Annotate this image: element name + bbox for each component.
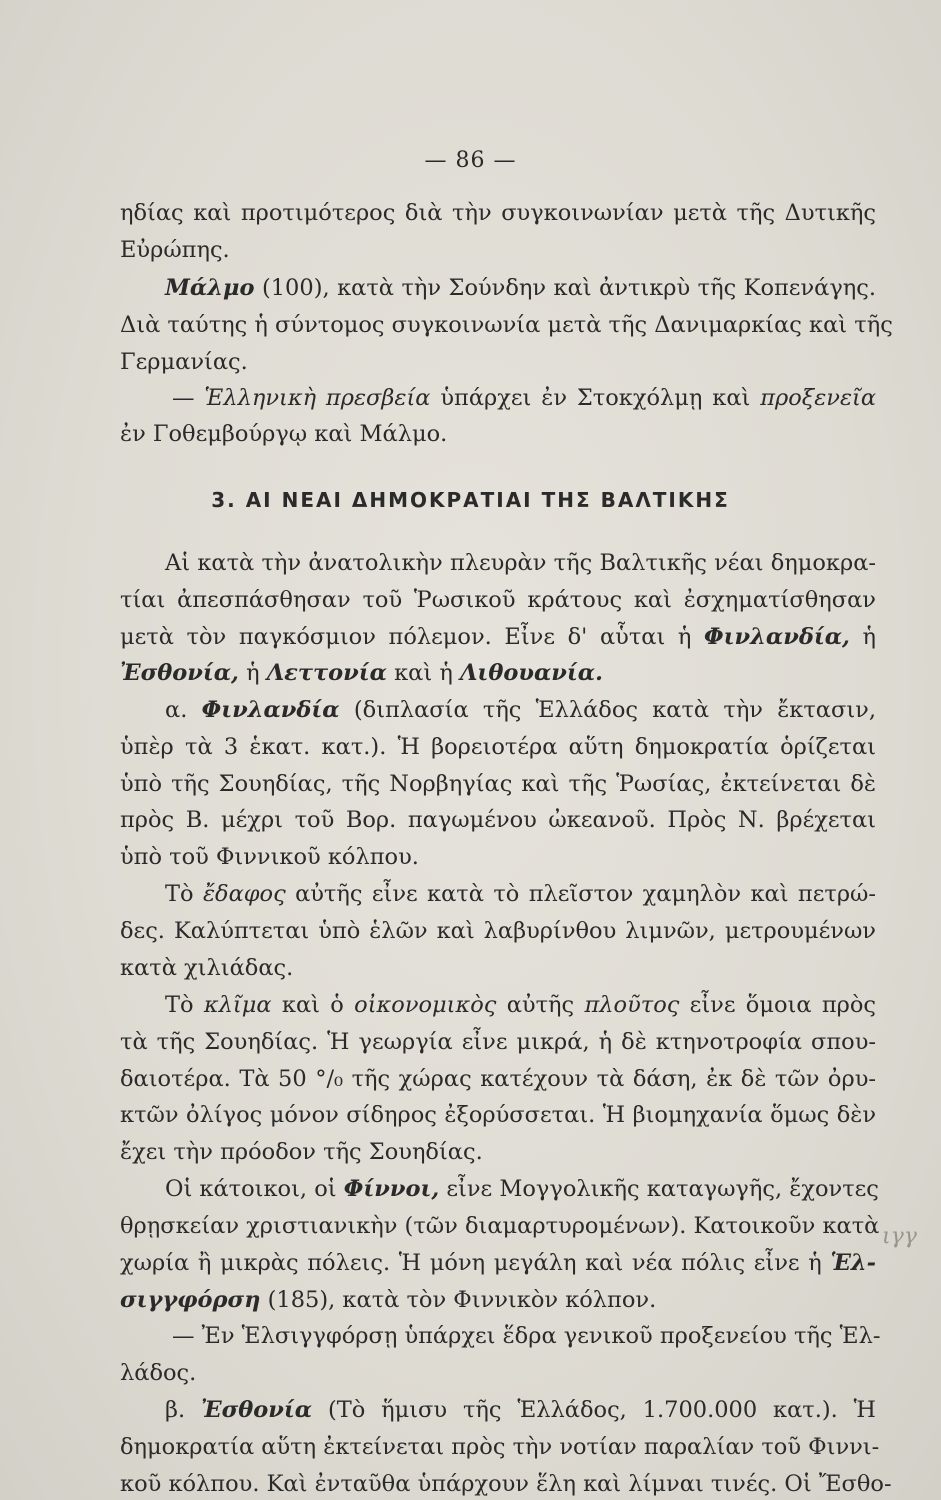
text-line: τὰ τῆς Σουηδίας. Ἡ γεωργία εἶνε μικρά, ἡ δὲ κτηνοτροφία σπου- (120, 1029, 876, 1055)
text-line: ἐν Γοθεμβούργῳ καὶ Μάλμο. (120, 421, 448, 447)
text-line: θρῃσκείαν χριστιανικὴν (τῶν διαμαρτυρομένων). Κατοικοῦν κατὰ (120, 1213, 880, 1239)
text-line: σιγγφόρση (185), κατὰ τὸν Φιννικὸν κόλπον. (120, 1287, 657, 1313)
text-line: λάδος. (120, 1360, 197, 1386)
term-climate: κλῖμα (203, 992, 272, 1018)
term-helsinki-1: Ἑλ- (830, 1250, 877, 1276)
text-line: Διὰ ταύτης ἡ σύντομος συγκοινωνία μετὰ τῆς Δανιμαρκίας καὶ τῆς (120, 312, 893, 338)
term-finland: Φινλανδία, (704, 624, 850, 650)
term-estonia: Ἐσθονία, (120, 660, 239, 686)
term-ground: ἔδαφος (202, 881, 286, 907)
text-line: δες. Καλύπτεται ὑπὸ ἑλῶν καὶ λαβυρίνθου λιμνῶν, μετρουμένων (120, 918, 876, 944)
text-line: α. Φινλανδία (διπλασία τῆς Ἑλλάδος κατὰ τὴν ἔκτασιν, (165, 697, 877, 723)
text-line: ὑπὸ τοῦ Φιννικοῦ κόλπου. (120, 844, 419, 870)
term-malmo: Μάλμο (165, 275, 255, 301)
text-line: — Ἑλληνικὴ πρεσβεία ὑπάρχει ἐν Στοκχόλμῃ καὶ προξενεῖα (172, 385, 877, 411)
text-line: κτῶν ὀλίγος μόνον σίδηρος ἐξορύσσεται. Ἡ βιομηχανία ὅμως δὲν (120, 1102, 876, 1128)
text-line: ηδίας καὶ προτιμότερος διὰ τὴν συγκοινωνίαν μετὰ τῆς Δυτικῆς (120, 200, 876, 226)
text-line: Εὐρώπης. (120, 237, 230, 263)
page-number: — 86 — (424, 148, 517, 173)
term-economic: οἰκονομικὸς (354, 992, 497, 1018)
text-line: Τὸ ἔδαφος αὐτῆς εἶνε κατὰ τὸ πλεῖστον χαμηλὸν καὶ πετρώ- (165, 881, 876, 907)
term-helsinki-2: σιγγφόρση (120, 1287, 261, 1313)
text-line: ὑπὸ τῆς Σουηδίας, τῆς Νορβηγίας καὶ τῆς Ῥωσίας, ἐκτείνεται δὲ (120, 771, 876, 797)
text-line: πρὸς Β. μέχρι τοῦ Βορ. παγωμένου ὠκεανοῦ. Πρὸς Ν. βρέχεται (120, 807, 876, 833)
text-line: Γερμανίας. (120, 349, 248, 375)
text-line: τίαι ἀπεσπάσθησαν τοῦ Ῥωσικοῦ κράτους καὶ ἐσχηματίσθησαν (120, 587, 876, 613)
text-line: δημοκρατία αὕτη ἐκτείνεται πρὸς τὴν νοτίαν παραλίαν τοῦ Φιννι- (120, 1434, 880, 1460)
term-consulate: προξενεῖα (760, 385, 877, 411)
text-line: ἔχει τὴν πρόοδον τῆς Σουηδίας. (120, 1139, 483, 1165)
term-embassy: Ἑλληνικὴ πρεσβεία (204, 385, 431, 411)
text-line: μετὰ τὸν παγκόσμιον πόλεμον. Εἶνε δ' αὗται ἡ Φινλανδία, ἡ (120, 624, 876, 650)
text-line: ὑπὲρ τὰ 3 ἑκατ. κατ.). Ἡ βορειοτέρα αὕτη δημοκρατία ὁρίζεται (120, 734, 876, 760)
text-line: β. Ἐσθονία (Τὸ ἥμισυ τῆς Ἑλλάδος, 1.700.000 κατ.). Ἡ (165, 1397, 876, 1423)
text-line: Οἱ κάτοικοι, οἱ Φίννοι, εἶνε Μογγολικῆς καταγωγῆς, ἔχοντες (165, 1176, 879, 1202)
text-line: Τὸ κλῖμα καὶ ὁ οἰκονομικὸς αὐτῆς πλοῦτος εἶνε ὅμοια πρὸς (165, 992, 877, 1018)
text-line: κοῦ κόλπου. Καὶ ἐνταῦθα ὑπάρχουν ἕλη καὶ λίμναι τινές. Οἱ Ἔσθο- (120, 1471, 892, 1497)
term-finland-sub: Φινλανδία (201, 697, 340, 723)
margin-handwriting: ιγγ (882, 1224, 917, 1249)
term-estonia-sub: Ἐσθονία (201, 1397, 313, 1423)
text-line: Αἱ κατὰ τὴν ἀνατολικὴν πλευρὰν τῆς Βαλτικῆς νέαι δημοκρα- (165, 550, 876, 576)
text-line: δαιοτέρα. Τὰ 50 °/₀ τῆς χώρας κατέχουν τὰ δάση, ἐκ δὲ τῶν ὀρυ- (120, 1066, 876, 1092)
text-line: χωρία ἢ μικρὰς πόλεις. Ἡ μόνη μεγάλη καὶ νέα πόλις εἶνε ἡ Ἑλ- (120, 1250, 877, 1276)
text-line: — Ἐν Ἑλσιγγφόρσῃ ὑπάρχει ἕδρα γενικοῦ προξενείου τῆς Ἑλ- (172, 1323, 881, 1349)
term-wealth: πλοῦτος (584, 992, 680, 1018)
term-lithuania: Λιθουανία. (459, 660, 603, 686)
term-finns: Φίννοι, (343, 1176, 440, 1202)
text-line: Μάλμο (100), κατὰ τὴν Σούνδην καὶ ἀντικρὺ τῆς Κοπενάγης. (165, 275, 877, 301)
text-line: κατὰ χιλιάδας. (120, 955, 294, 981)
term-latvia: Λεττονία (266, 660, 387, 686)
section-heading: 3. ΑΙ ΝΕΑΙ ΔΗΜΟΚΡΑΤΙΑΙ ΤΗΣ ΒΑΛΤΙΚΗΣ (211, 488, 730, 512)
text-line: Ἐσθονία, ἡ Λεττονία καὶ ἡ Λιθουανία. (120, 660, 603, 686)
